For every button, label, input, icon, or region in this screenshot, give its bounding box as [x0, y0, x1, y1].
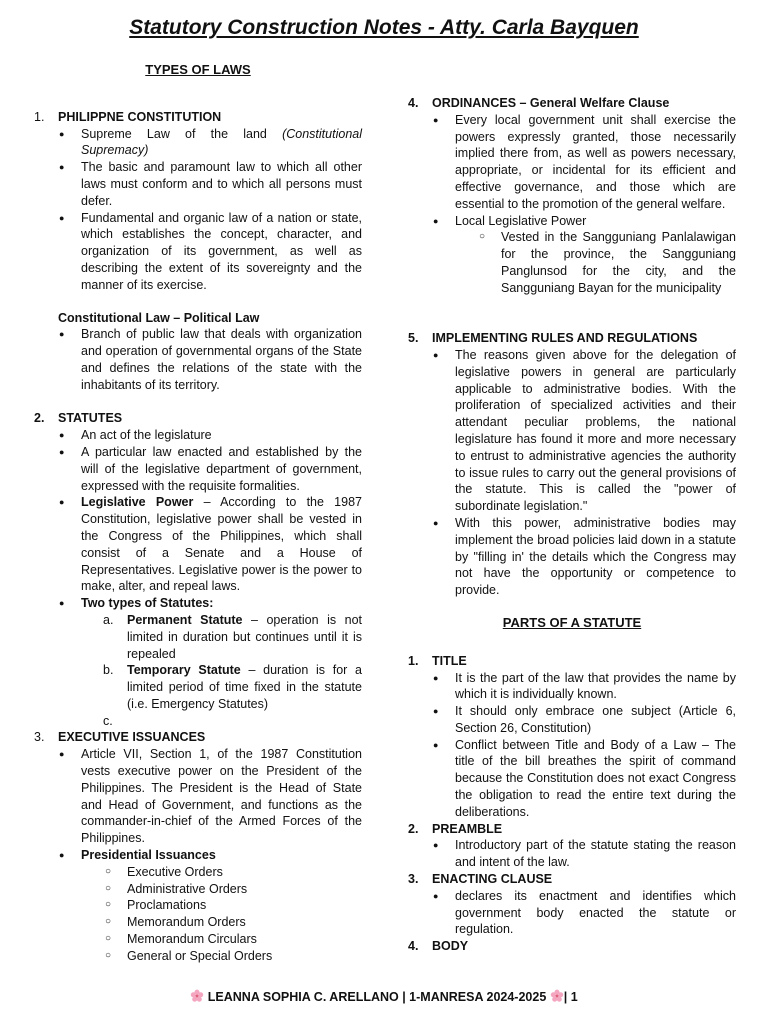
section-number: 4.: [408, 939, 419, 954]
list-item: ○ Proclamations: [127, 897, 362, 914]
section-4-bullets: [408, 112, 736, 297]
constitutional-law-subheading: Constitutional Law – Political Law: [58, 310, 260, 325]
list-item: ○ Administrative Orders: [127, 881, 362, 898]
list-item: ● Fundamental and organic law of a nation or state, which establishes the concept, character, and organization of its government, as well as describing the extent of its sovereignty and the manner of its exercise.: [81, 210, 362, 294]
statute-types-list: [81, 612, 362, 730]
list-item: [81, 595, 362, 729]
left-column: [34, 62, 362, 965]
list-item: ● Every local government unit shall exercise the powers expressly granted, those necessarily implied there from, as well as powers necessary, appropriate, or incidental for its efficient and effective governance, and those which are essential to the promotion of the general welfare.: [455, 112, 736, 213]
section-3-bullets: [34, 746, 362, 964]
item-text: – duration is for a limited period of time fixed in the statute (i.e. Emergency Statutes): [127, 663, 363, 711]
section-number: 1.: [408, 653, 419, 668]
cherry-blossom-icon: [190, 989, 204, 1003]
constitutional-law-bullets: [34, 326, 362, 393]
section-label: BODY: [432, 939, 469, 954]
local-legislative-sublist: [455, 229, 736, 296]
list-item: ○ Vested in the Sangguniang Panlalawigan for the province, the Sangguniang Panglunsod for the city, and the Sangguniang Bayan for the municipality: [501, 229, 736, 296]
list-item: ● A particular law enacted and established by the will of the legislative department of government, expressed with the requisite formalities.: [81, 444, 362, 494]
list-item: [103, 662, 363, 712]
bullet-text: – According to the 1987 Constitution, legislative power shall be vested in the Congress of the Philippines, which shall consist of a Senate and a House of Representatives. Legislative power is the power to make, alter, and repeal laws.: [81, 495, 362, 594]
page-number: | 1: [563, 990, 578, 1004]
list-item: ● The basic and paramount law to which all other laws must conform and to which all persons must defer.: [81, 159, 362, 209]
bold-term: Temporary Statute: [127, 663, 241, 678]
list-item: ● With this power, administrative bodies may implement the broad policies laid down in a statute by "filling in' the details which the Congress may not have the opportunity or competence to provide.: [455, 515, 736, 599]
bold-term: Permanent Statute: [127, 612, 243, 627]
section-1-heading: [34, 109, 362, 126]
list-item: [103, 713, 362, 730]
list-item: ○ General or Special Orders: [127, 948, 362, 965]
document-title: Statutory Construction Notes - Atty. Carla Bayquen: [129, 16, 639, 39]
footer-text: LEANNA SOPHIA C. ARELLANO | 1-MANRESA 2024-2025: [207, 990, 547, 1004]
list-item: ● Introductory part of the statute stating the reason and intent of the law.: [455, 837, 736, 871]
section-label: PHILIPPNE CONSTITUTION: [58, 109, 222, 124]
parts-of-statute-heading: PARTS OF A STATUTE: [502, 614, 642, 630]
section-3-heading: [34, 729, 362, 746]
list-item: ○ Memorandum Circulars: [127, 931, 362, 948]
section-number: 5.: [408, 331, 419, 346]
bold-term: Legislative Power: [81, 495, 194, 510]
list-item: [81, 847, 362, 965]
list-letter: b.: [103, 663, 114, 678]
list-letter: a.: [103, 612, 114, 627]
section-2-bullets: [34, 427, 362, 729]
list-item: ● declares its enactment and identifies which government body enacted the statute or regulation.: [455, 888, 736, 938]
part-2-heading: [408, 821, 736, 838]
list-item: [103, 612, 362, 662]
item-text: – operation is not limited in duration but continues until it is repealed: [127, 612, 362, 661]
presidential-issuances-list: [81, 864, 362, 965]
section-5-heading: [408, 330, 736, 347]
list-item: [81, 126, 362, 160]
list-item: ● Conflict between Title and Body of a Law – The title of the bill breathes the spirit of command because the Constitution does not exact Congress the obligation to read the entire text during the deliberations.: [455, 737, 736, 821]
list-item: ○ Executive Orders: [127, 864, 362, 881]
part-4-heading: [408, 938, 736, 955]
section-label: TITLE: [432, 653, 467, 668]
section-number: 2.: [34, 411, 45, 426]
list-item: ● Branch of public law that deals with organization and operation of governmental organs of the State and defines the relations of the state with the inhabitants of its territory.: [81, 326, 362, 393]
part-1-heading: [408, 653, 736, 670]
section-number: 2.: [408, 821, 419, 836]
part-1-bullets: [408, 670, 736, 821]
bullet-text: Local Legislative Power: [455, 213, 587, 228]
list-item: ● The reasons given above for the delegation of legislative powers in general are particularly applicable to administrative bodies. With the proliferation of specialized activities and their attendant peculiar problems, the national legislature has found it more and more necessary to entrust to administrative agencies the authority to issue rules to carry out the general provisions of the statute. This is called the "power of subordinate legislation.": [455, 347, 736, 515]
section-label: ENACTING CLAUSE: [432, 872, 553, 887]
page-footer: [0, 989, 768, 1004]
section-4-heading: [408, 95, 736, 112]
section-label: EXECUTIVE ISSUANCES: [58, 730, 206, 745]
part-3-heading: [408, 871, 736, 888]
section-2-heading: [34, 410, 362, 427]
section-label: IMPLEMENTING RULES AND REGULATIONS: [432, 331, 698, 346]
section-1-bullets: [34, 126, 362, 294]
list-letter: c.: [103, 713, 113, 728]
types-of-laws-heading: TYPES OF LAWS: [145, 62, 251, 77]
list-item: [455, 213, 736, 297]
bold-term: Two types of Statutes:: [81, 596, 214, 611]
list-item: ● An act of the legislature: [81, 427, 362, 444]
list-item: ● It should only embrace one subject (Article 6, Section 26, Constitution): [455, 703, 736, 737]
bold-term: Presidential Issuances: [81, 848, 216, 863]
list-item: ● It is the part of the law that provides the name by which it is individually known.: [455, 670, 736, 704]
bullet-text: Supreme Law of the land: [81, 126, 267, 141]
section-number: 3.: [408, 872, 419, 887]
part-2-bullets: [408, 837, 736, 871]
section-label: ORDINANCES – General Welfare Clause: [432, 96, 670, 110]
bullet-italic-text: (Constitutional Supremacy): [81, 126, 362, 158]
section-number: 1.: [34, 109, 45, 124]
cherry-blossom-icon: [550, 989, 564, 1003]
part-3-bullets: [408, 888, 736, 938]
right-column: [408, 95, 736, 955]
section-number: 3.: [34, 730, 45, 745]
section-5-bullets: [408, 347, 736, 599]
section-label: PREAMBLE: [432, 821, 503, 836]
list-item: ● Article VII, Section 1, of the 1987 Constitution vests executive power on the President of the Philippines. The President is the Head of State and Head of Government, and functions as the commander-in-chief of the Armed Forces of the Philippines.: [81, 746, 362, 847]
list-item: [81, 494, 362, 595]
section-label: STATUTES: [58, 411, 123, 426]
list-item: ○ Memorandum Orders: [127, 914, 362, 931]
section-number: 4.: [408, 96, 419, 110]
